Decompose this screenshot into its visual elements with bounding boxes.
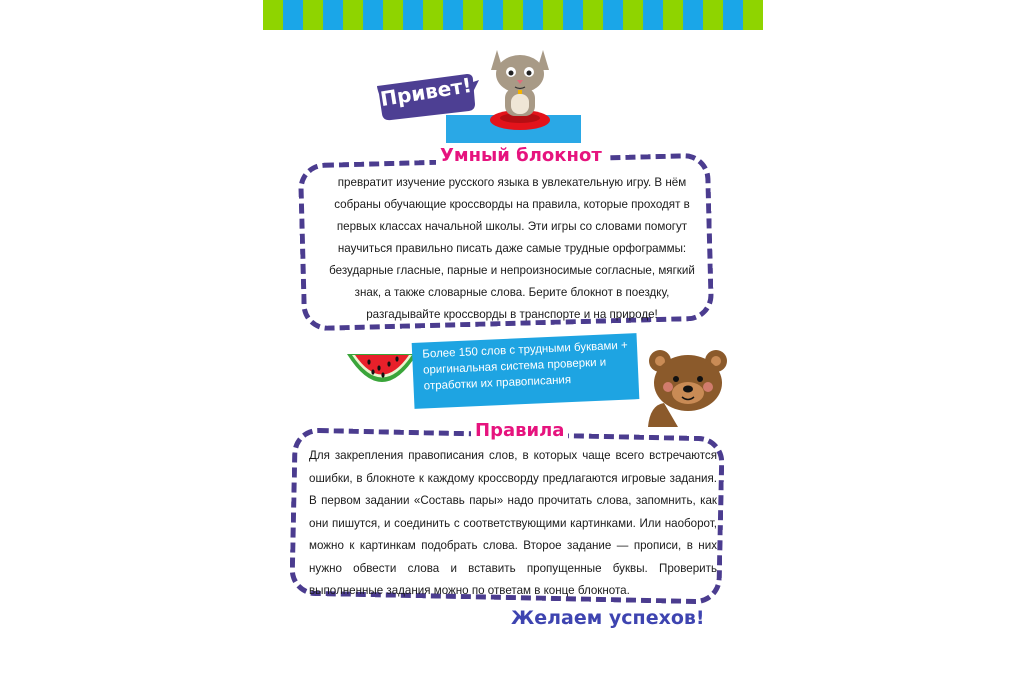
- intro-title: Умный блокнот: [436, 145, 606, 166]
- greeting-text: Привет!: [378, 72, 474, 112]
- rules-text: Для закрепления правописания слов, в которых чаще всего встречаются ошибки, в блокноте к каждому кроссворду предлагаются игровые задания. В первом задании «Составь пары» надо прочитать слова, запомнить, как они пишутся, и соединить с соответствующими картинками. Или наоборот, можно к картинкам подобрать слова. Второе задание — прописи, в них нужно обвести слова и вставить пропущенные буквы. Проверить выполненные задания можно по ответам в конце блокнота.: [309, 449, 717, 597]
- closing-text: Желаем успехов!: [511, 607, 705, 629]
- info-text: Более 150 слов с трудными буквами + оригинальная система проверки и отработки их правописания: [422, 339, 628, 393]
- notebook-page: [263, 0, 763, 682]
- cat-illustration-icon: [485, 40, 555, 132]
- rules-title: Правила: [471, 420, 568, 441]
- intro-text: превратит изучение русского языка в увлекательную игру. В нём собраны обучающие кроссворды на правила, которые проходят в первых классах начальной школы. Эти игры со словами помогут научиться правильно писать даже самые трудные орфограммы: безударные гласные, парные и непроизносимые согласные, мягкий знак, а также словарные слова. Берите блокнот в поездку, разгадывайте кроссворды в транспорте и на природе!: [329, 176, 695, 321]
- top-stripe-bar: [263, 0, 763, 30]
- bear-illustration-icon: [638, 347, 738, 427]
- watermelon-illustration-icon: [345, 350, 419, 390]
